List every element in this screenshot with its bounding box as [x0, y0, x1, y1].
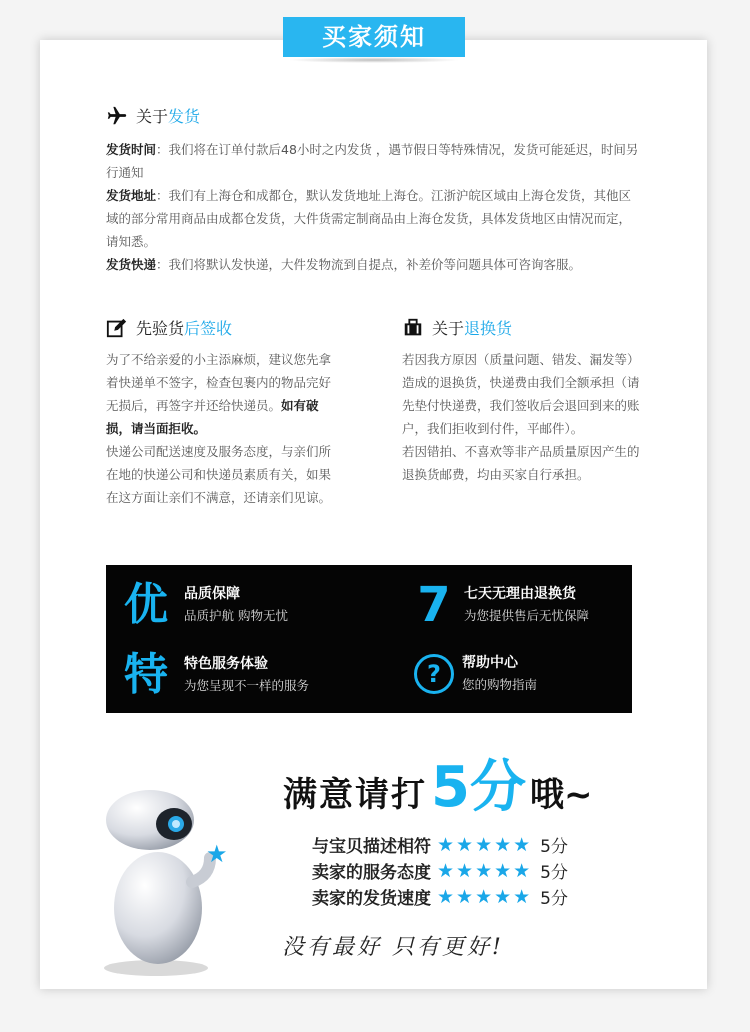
star-rating-icons: ★★★★★	[437, 859, 533, 882]
feature-service	[116, 650, 309, 700]
inspect-text-bold: 如有破损，请当面拒收。	[106, 398, 319, 436]
shipping-courier-label: 发货快递	[106, 257, 157, 272]
service-glyph: 特	[124, 649, 168, 700]
returns-text-1: 若因我方原因（质量问题、错发、漏发等）造成的退换货，快递费由我们全额承担（请先垫付快递费，我们签收后会退回到来的账户，我们拒收到付件，平邮件）。	[402, 352, 640, 436]
airplane-icon	[106, 105, 128, 127]
rating-row-delivery	[312, 884, 568, 909]
rating-score: 5分	[540, 863, 568, 883]
robot-illustration	[88, 782, 248, 982]
inspect-text	[106, 348, 338, 509]
feature-quality-title: 品质保障	[184, 586, 240, 602]
shipping-address-label: 发货地址	[106, 188, 157, 203]
shipping-time-text: ：我们将在订单付款后48小时之内发货 ，遇节假日等特殊情况，发货可能延迟，时间另行通知	[106, 142, 639, 180]
rating-head-score: 5分	[431, 755, 526, 820]
shipping-address	[106, 184, 641, 253]
star-rating-icons: ★★★★★	[437, 885, 533, 908]
feature-help-title: 帮助中心	[462, 655, 518, 671]
inspect-title	[106, 316, 232, 339]
rating-label: 卖家的发货速度	[312, 889, 431, 909]
rating-label: 与宝贝描述相符	[312, 837, 431, 857]
banner-shadow	[288, 57, 460, 63]
rating-head-a: 满意请打	[283, 775, 427, 815]
shipping-title	[106, 104, 200, 127]
returns-text-2: 若因错拍、不喜欢等非产品质量原因产生的退换货邮费，均由买家自行承担。	[402, 444, 640, 482]
shipping-time	[106, 138, 641, 184]
quality-glyph: 优	[124, 579, 168, 630]
feature-seven-day-subtitle: 为您提供售后无忧保障	[464, 608, 590, 623]
feature-service-title: 特色服务体验	[184, 656, 268, 672]
slogan: 没有最好 只有更好!	[282, 935, 504, 960]
feature-quality	[116, 580, 288, 630]
returns-title-accent: 退换货	[464, 319, 513, 338]
returns-title-prefix: 关于	[432, 319, 465, 338]
shipping-time-label: 发货时间	[106, 142, 157, 157]
star-rating-icons: ★★★★★	[437, 833, 533, 856]
shipping-info	[106, 138, 641, 276]
rating-score: 5分	[540, 837, 568, 857]
inspect-title-prefix: 先验货	[136, 319, 185, 338]
feature-seven-day	[404, 577, 590, 633]
seven-day-glyph: 7	[417, 577, 451, 633]
inspect-title-accent: 后签收	[184, 319, 233, 338]
shipping-title-prefix: 关于	[136, 107, 169, 126]
shipping-address-text: ：我们有上海仓和成都仓，默认发货地址上海仓。江浙沪皖区域由上海仓发货，其他区域的部分常用商品由成都仓发货，大件货需定制商品由上海仓发货，具体发货地区由情况而定，请知悉。	[106, 188, 632, 249]
shipping-title-accent: 发货	[168, 107, 201, 126]
feature-seven-day-title: 七天无理由退换货	[464, 586, 576, 602]
luggage-icon	[402, 317, 424, 339]
svg-text:★: ★	[206, 840, 228, 868]
rating-label: 卖家的服务态度	[312, 863, 431, 883]
help-glyph: ?	[427, 660, 441, 688]
shipping-courier-text: ：我们将默认发快递，大件发物流到自提点，补差价等问题具体可咨询客服。	[156, 257, 582, 272]
feature-help-subtitle: 您的购物指南	[462, 677, 538, 692]
returns-title	[402, 316, 512, 339]
page-title-banner: 买家须知	[283, 17, 465, 57]
shipping-courier	[106, 253, 641, 276]
rating-head-c: 哦~	[529, 775, 593, 815]
feature-quality-subtitle: 品质护航 购物无忧	[184, 608, 288, 623]
inspect-text-1: 为了不给亲爱的小主添麻烦，建议您先拿着快递单不签字，检查包裹内的物品完好无损后，再签字并还给快递员。	[106, 352, 332, 413]
feature-help	[414, 652, 537, 696]
rating-row-service	[312, 858, 568, 883]
feature-service-subtitle: 为您呈现不一样的服务	[184, 678, 310, 693]
inspect-text-2: 快递公司配送速度及服务态度，与亲们所在地的快递公司和快递员素质有关，如果在这方面让亲们不满意，还请亲们见谅。	[106, 444, 332, 505]
rating-score: 5分	[540, 889, 568, 909]
help-icon	[414, 654, 454, 694]
edit-icon	[106, 317, 128, 339]
rating-headline	[283, 755, 593, 820]
returns-text	[402, 348, 640, 486]
rating-row-description	[312, 832, 568, 857]
